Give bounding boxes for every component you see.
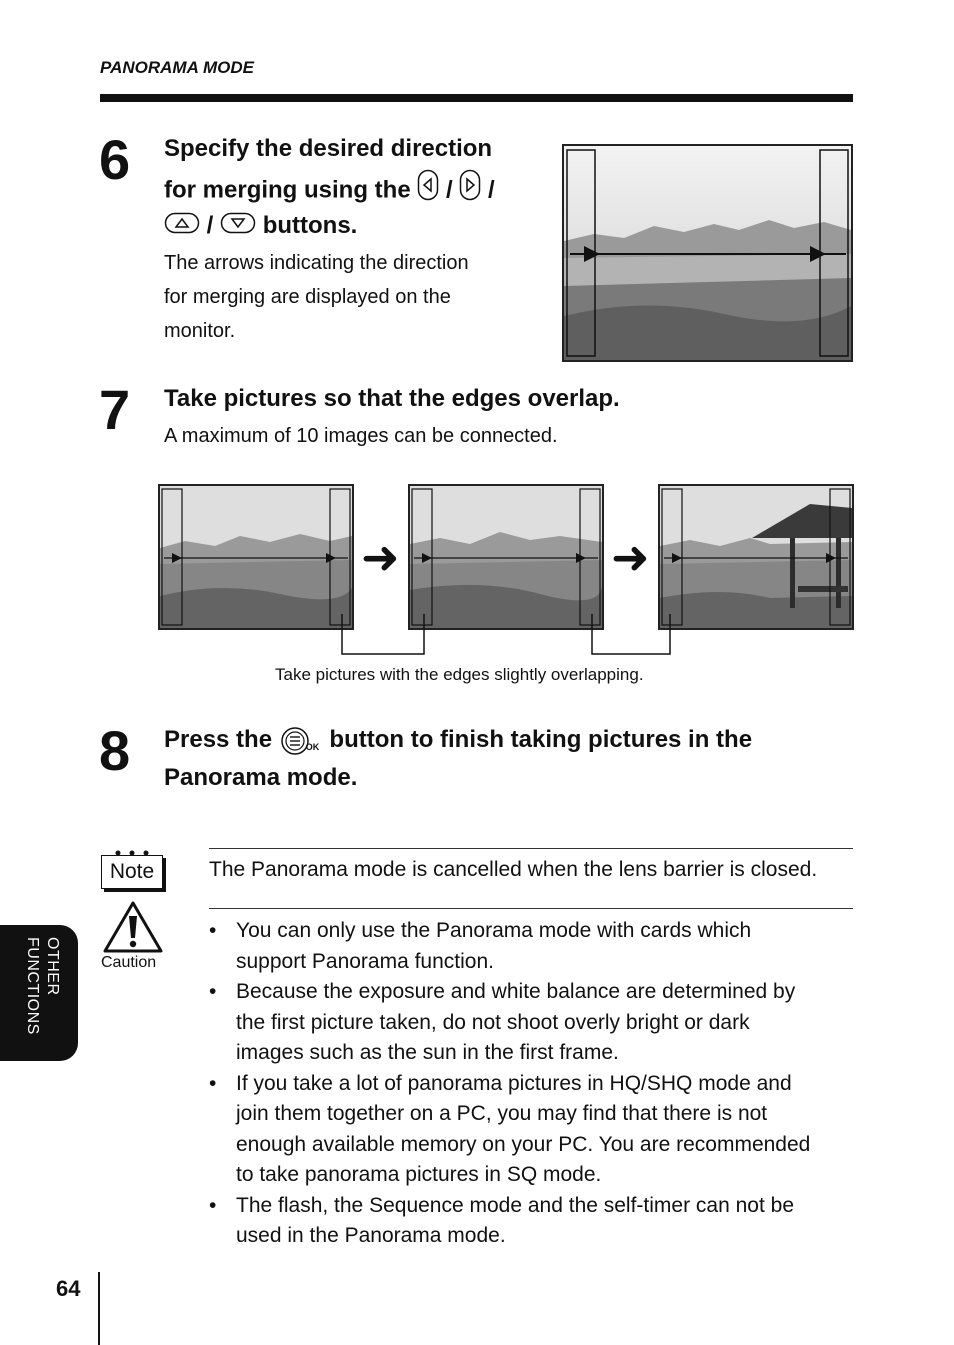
bullet: •: [209, 919, 217, 942]
step-7-number: 7: [99, 378, 130, 441]
right-arrow-icon: ➜: [361, 531, 400, 583]
list-item-line: to take panorama pictures in SQ mode.: [236, 1163, 602, 1186]
right-arrow-button-icon: [459, 169, 481, 213]
step-8-number: 8: [99, 719, 130, 782]
overlap-caption: Take pictures with the edges slightly overlapping.: [275, 665, 644, 684]
step-7-heading: Take pictures so that the edges overlap.: [164, 385, 620, 412]
down-arrow-button-icon: [220, 208, 256, 246]
list-item-line: The flash, the Sequence mode and the self-timer can not be: [236, 1193, 795, 1217]
step-8-heading-rest: button to finish taking pictures in the: [329, 726, 753, 753]
bullet: •: [209, 980, 217, 1003]
header-rule: [100, 94, 853, 102]
ok-label: OK: [305, 741, 320, 752]
page-number: 64: [56, 1276, 81, 1301]
side-tab-line-2: FUNCTIONS: [24, 937, 41, 1035]
list-item-line: used in the Panorama mode.: [236, 1224, 506, 1247]
list-item: [209, 1191, 849, 1252]
caution-label: Caution: [101, 954, 157, 971]
step-6-body-line-2: for merging are displayed on the: [164, 286, 451, 308]
list-item-line: enough available memory on your PC. You are recommended: [236, 1132, 811, 1156]
step-6-number: 6: [99, 128, 130, 191]
chapter-side-tab: [0, 925, 78, 1061]
step-8-heading-text: Press the: [164, 726, 273, 753]
list-item-line: If you take a lot of panorama pictures in HQ/SHQ mode and: [236, 1071, 792, 1095]
panorama-frame-1: [158, 484, 354, 630]
list-item: [209, 977, 849, 1069]
list-item-line: Because the exposure and white balance are determined by: [236, 980, 796, 1003]
step-6-body-line-1: The arrows indicating the direction: [164, 252, 469, 274]
menu-ok-button-icon: [279, 725, 323, 757]
separator: /: [446, 176, 453, 204]
bullet: •: [209, 1193, 217, 1217]
step-6-heading-text: for merging using the: [164, 176, 411, 204]
list-item-line: the first picture taken, do not shoot overly bright or dark: [236, 1010, 750, 1034]
left-arrow-button-icon: [417, 169, 439, 213]
panorama-frame-3: [658, 484, 854, 630]
list-item-line: You can only use the Panorama mode with cards which: [236, 919, 752, 942]
note-bottom-rule: [209, 908, 853, 909]
step-8-heading-line-2: Panorama mode.: [164, 764, 358, 791]
list-item-line: join them together on a PC, you may find that there is not: [236, 1102, 768, 1125]
page-number-bar: [98, 1272, 100, 1345]
step-6-body-line-3: monitor.: [164, 320, 236, 342]
up-arrow-button-icon: [164, 208, 200, 246]
list-item-line: images such as the sun in the first frame.: [236, 1041, 619, 1064]
step-6-heading-end: buttons.: [262, 212, 358, 239]
panorama-frame-2: [408, 484, 604, 630]
panorama-monitor-image: [562, 144, 853, 362]
warning-triangle-icon: [102, 900, 164, 954]
right-arrow-icon: ➜: [611, 531, 650, 583]
list-item: [209, 1069, 849, 1191]
caution-list: [209, 916, 849, 1252]
list-item: [209, 916, 849, 977]
list-item-line: support Panorama function.: [236, 949, 494, 973]
separator: /: [206, 212, 214, 239]
step-8-heading-line-1: [164, 721, 752, 759]
note-top-rule: [209, 848, 853, 849]
section-title: PANORAMA MODE: [100, 58, 254, 77]
step-6-heading-line-3: [164, 207, 357, 246]
note-label: Note: [101, 855, 163, 889]
step-7-body: A maximum of 10 images can be connected.: [164, 425, 558, 447]
step-6-heading-line-1: Specify the desired direction: [164, 135, 493, 162]
bullet: •: [209, 1071, 217, 1095]
side-tab-line-1: OTHER: [44, 937, 61, 996]
separator: /: [488, 176, 495, 204]
note-text: The Panorama mode is cancelled when the lens barrier is closed.: [209, 858, 818, 881]
overlap-brackets: [330, 612, 690, 660]
chapter-side-tab-label: [22, 937, 62, 1061]
